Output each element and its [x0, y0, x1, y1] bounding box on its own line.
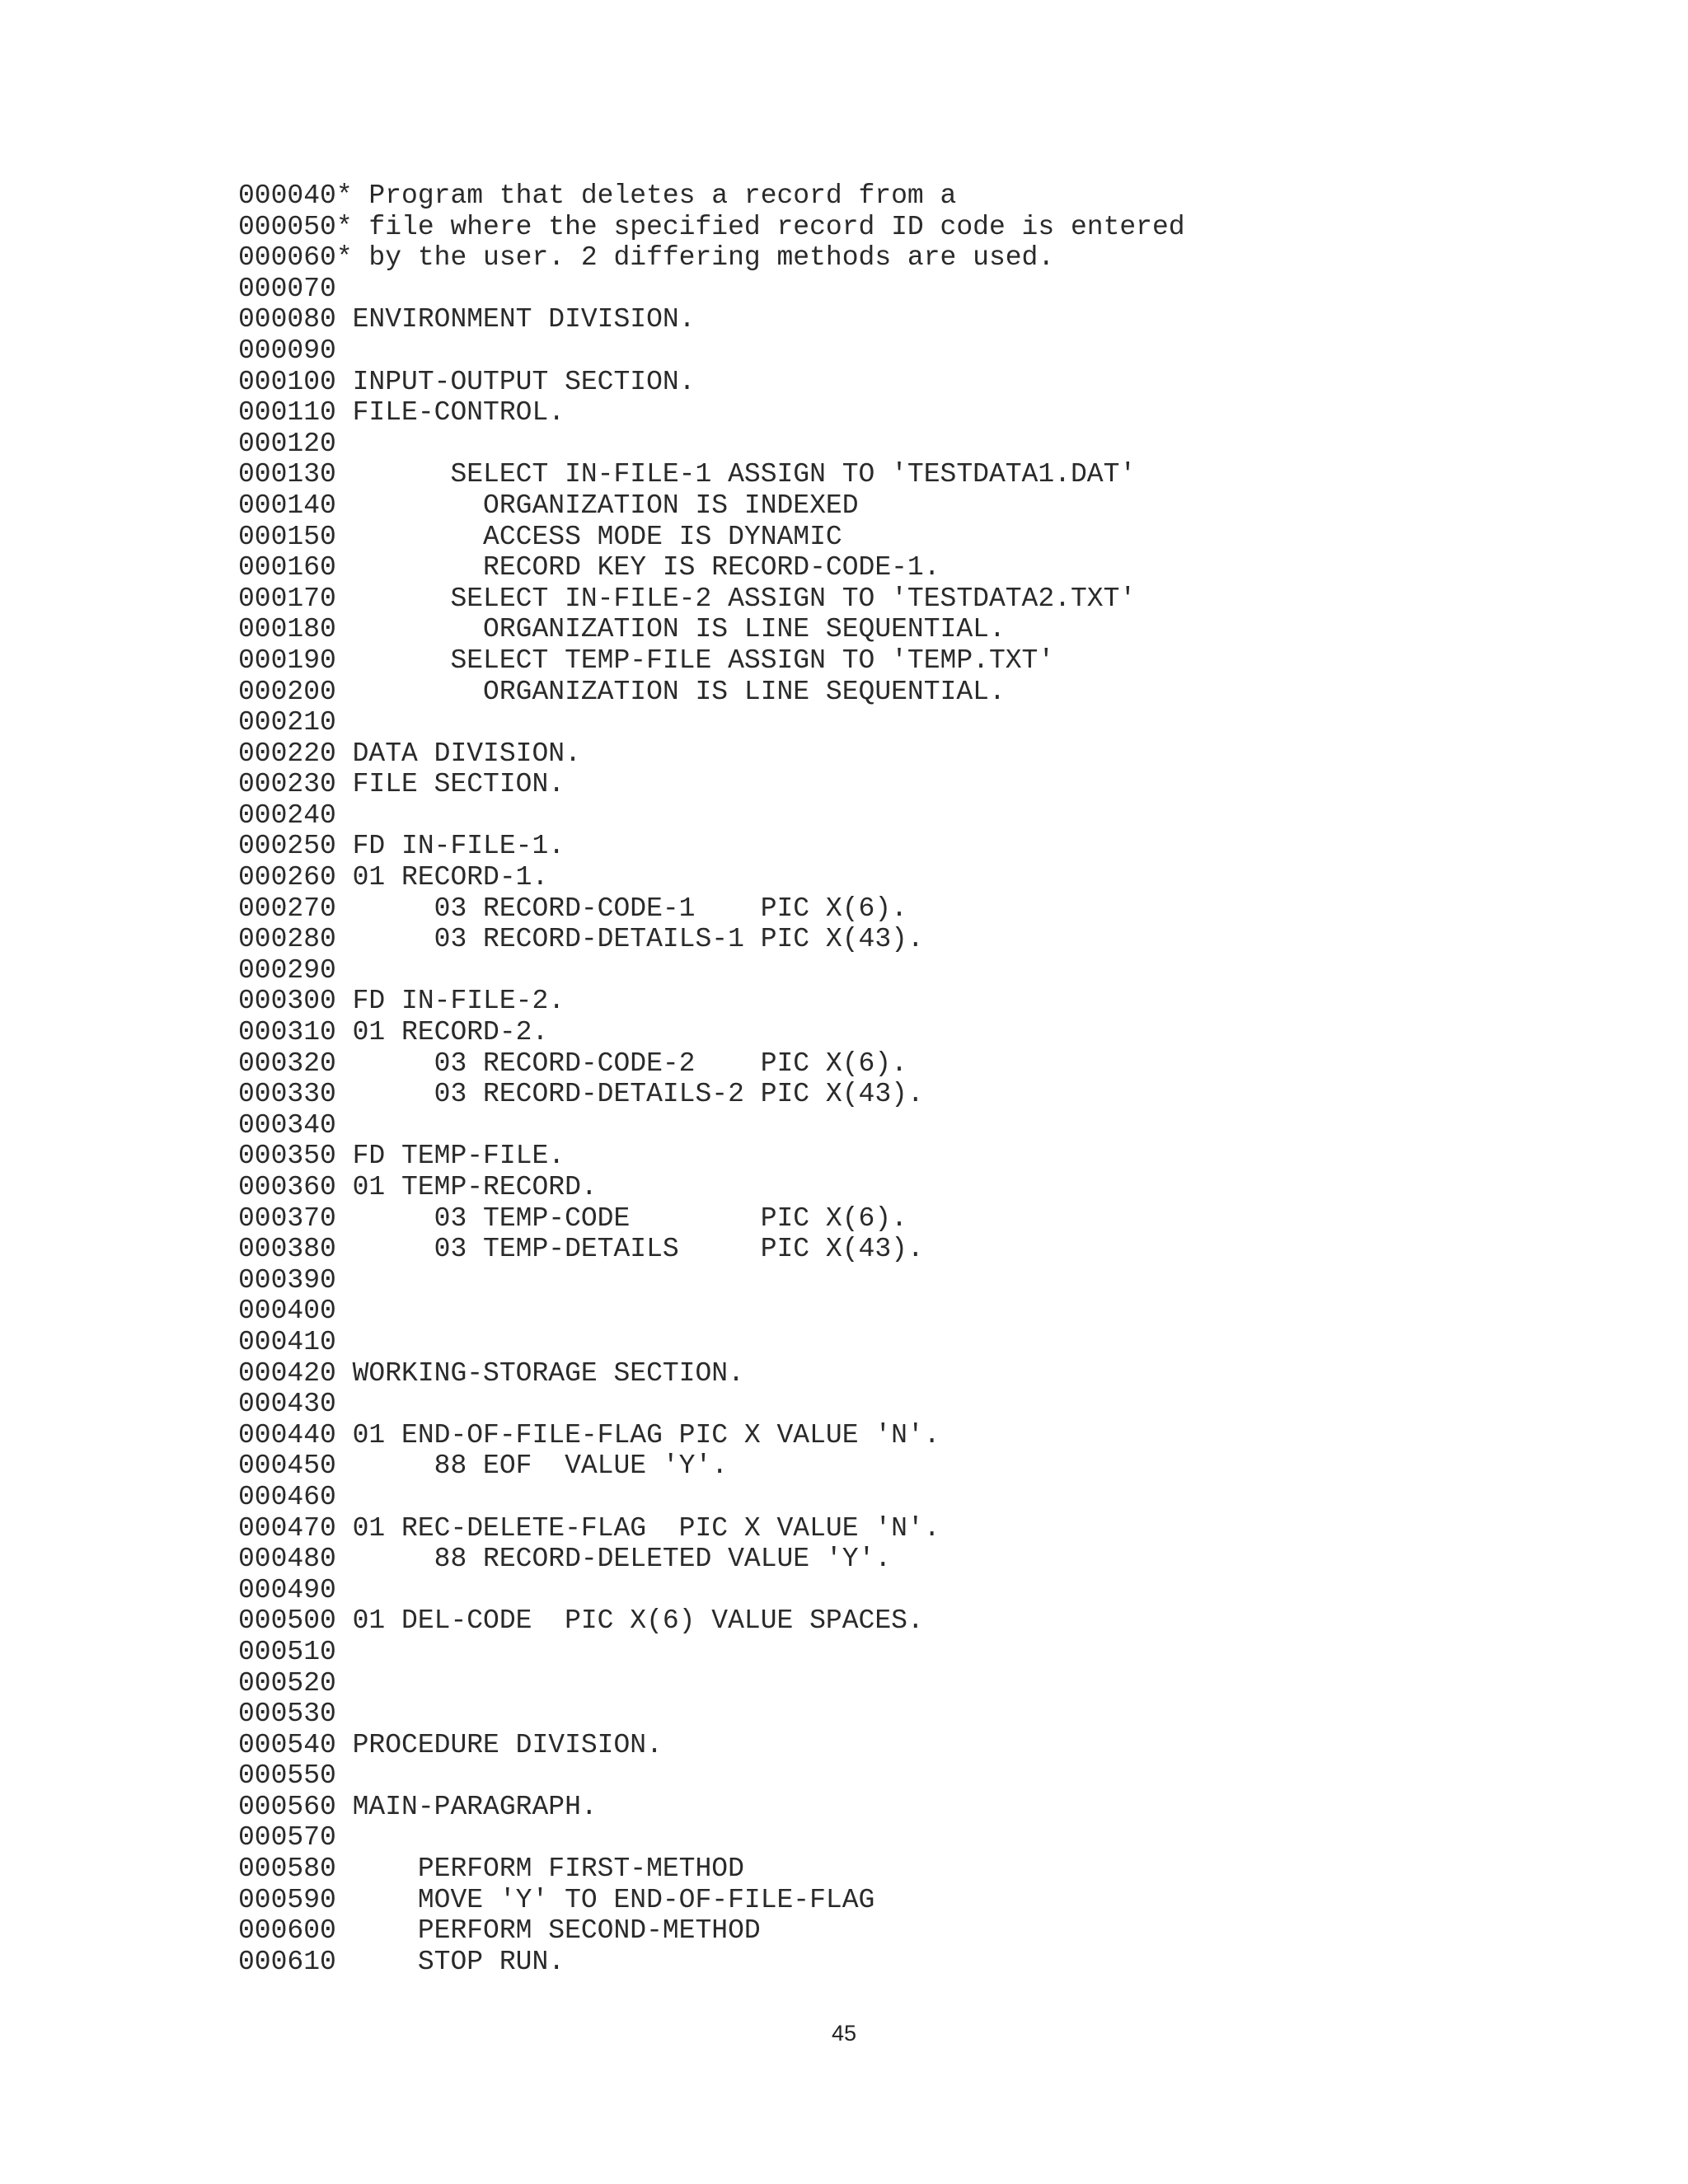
code-line: 000410 [238, 1326, 336, 1357]
code-line: 000430 [238, 1389, 336, 1420]
code-line: 000440 01 END-OF-FILE-FLAG PIC X VALUE 'N'. [238, 1419, 940, 1451]
code-line: 000270 03 RECORD-CODE-1 PIC X(6). [238, 893, 907, 924]
code-line: 000320 03 RECORD-CODE-2 PIC X(6). [238, 1047, 907, 1079]
page-number: 45 [831, 2021, 857, 2046]
code-line: 000080 ENVIRONMENT DIVISION. [238, 304, 696, 335]
code-line: 000510 [238, 1636, 336, 1667]
code-line: 000210 [238, 707, 336, 738]
code-line: 000240 [238, 799, 336, 831]
code-line: 000610 STOP RUN. [238, 1946, 565, 1977]
code-line: 000310 01 RECORD-2. [238, 1017, 549, 1048]
code-line: 000050* file where the specified record ID code is entered [238, 211, 1185, 242]
code-line: 000330 03 RECORD-DETAILS-2 PIC X(43). [238, 1079, 924, 1110]
code-line: 000340 [238, 1109, 336, 1141]
code-line: 000490 [238, 1574, 336, 1605]
code-line: 000140 ORGANIZATION IS INDEXED [238, 490, 859, 521]
code-line: 000590 MOVE 'Y' TO END-OF-FILE-FLAG [238, 1884, 875, 1915]
code-line: 000580 PERFORM FIRST-METHOD [238, 1854, 744, 1885]
code-line: 000260 01 RECORD-1. [238, 862, 549, 893]
code-line: 000250 FD IN-FILE-1. [238, 831, 565, 862]
code-line: 000540 PROCEDURE DIVISION. [238, 1729, 663, 1760]
code-line: 000550 [238, 1760, 336, 1792]
code-line: 000090 [238, 335, 336, 366]
code-line: 000160 RECORD KEY IS RECORD-CODE-1. [238, 552, 940, 583]
code-line: 000290 [238, 954, 336, 986]
code-line: 000560 MAIN-PARAGRAPH. [238, 1791, 598, 1822]
code-line: 000280 03 RECORD-DETAILS-1 PIC X(43). [238, 924, 924, 955]
code-line: 000060* by the user. 2 differing methods are used. [238, 242, 1055, 274]
code-line: 000480 88 RECORD-DELETED VALUE 'Y'. [238, 1544, 892, 1575]
code-line: 000350 FD TEMP-FILE. [238, 1141, 565, 1172]
code-line: 000190 SELECT TEMP-FILE ASSIGN TO 'TEMP.TXT' [238, 644, 1055, 676]
code-line: 000380 03 TEMP-DETAILS PIC X(43). [238, 1234, 924, 1265]
code-line: 000570 [238, 1822, 336, 1854]
code-line: 000230 FILE SECTION. [238, 769, 565, 800]
code-line: 000130 SELECT IN-FILE-1 ASSIGN TO 'TESTDATA1.DAT' [238, 459, 1137, 490]
code-line: 000300 FD IN-FILE-2. [238, 986, 565, 1017]
code-line: 000530 [238, 1699, 336, 1730]
cobol-code-listing [238, 180, 1185, 1977]
code-line: 000370 03 TEMP-CODE PIC X(6). [238, 1202, 907, 1234]
code-line: 000120 [238, 428, 336, 459]
code-line: 000500 01 DEL-CODE PIC X(6) VALUE SPACES. [238, 1605, 924, 1637]
code-line: 000220 DATA DIVISION. [238, 738, 581, 769]
code-line: 000040* Program that deletes a record from a [238, 180, 957, 211]
code-line: 000520 [238, 1667, 336, 1699]
code-line: 000180 ORGANIZATION IS LINE SEQUENTIAL. [238, 614, 1006, 645]
code-line: 000110 FILE-CONTROL. [238, 397, 565, 429]
code-line: 000460 [238, 1481, 336, 1512]
code-line: 000100 INPUT-OUTPUT SECTION. [238, 366, 696, 397]
code-line: 000170 SELECT IN-FILE-2 ASSIGN TO 'TESTDATA2.TXT' [238, 583, 1137, 614]
code-line: 000420 WORKING-STORAGE SECTION. [238, 1357, 744, 1389]
code-line: 000390 [238, 1264, 336, 1296]
code-line: 000150 ACCESS MODE IS DYNAMIC [238, 521, 842, 552]
code-line: 000470 01 REC-DELETE-FLAG PIC X VALUE 'N'. [238, 1512, 940, 1544]
code-line: 000600 PERFORM SECOND-METHOD [238, 1915, 761, 1947]
code-line: 000360 01 TEMP-RECORD. [238, 1172, 598, 1202]
code-line: 000400 [238, 1296, 336, 1327]
code-line: 000450 88 EOF VALUE 'Y'. [238, 1451, 729, 1482]
code-line: 000200 ORGANIZATION IS LINE SEQUENTIAL. [238, 676, 1006, 707]
code-line: 000070 [238, 273, 336, 304]
